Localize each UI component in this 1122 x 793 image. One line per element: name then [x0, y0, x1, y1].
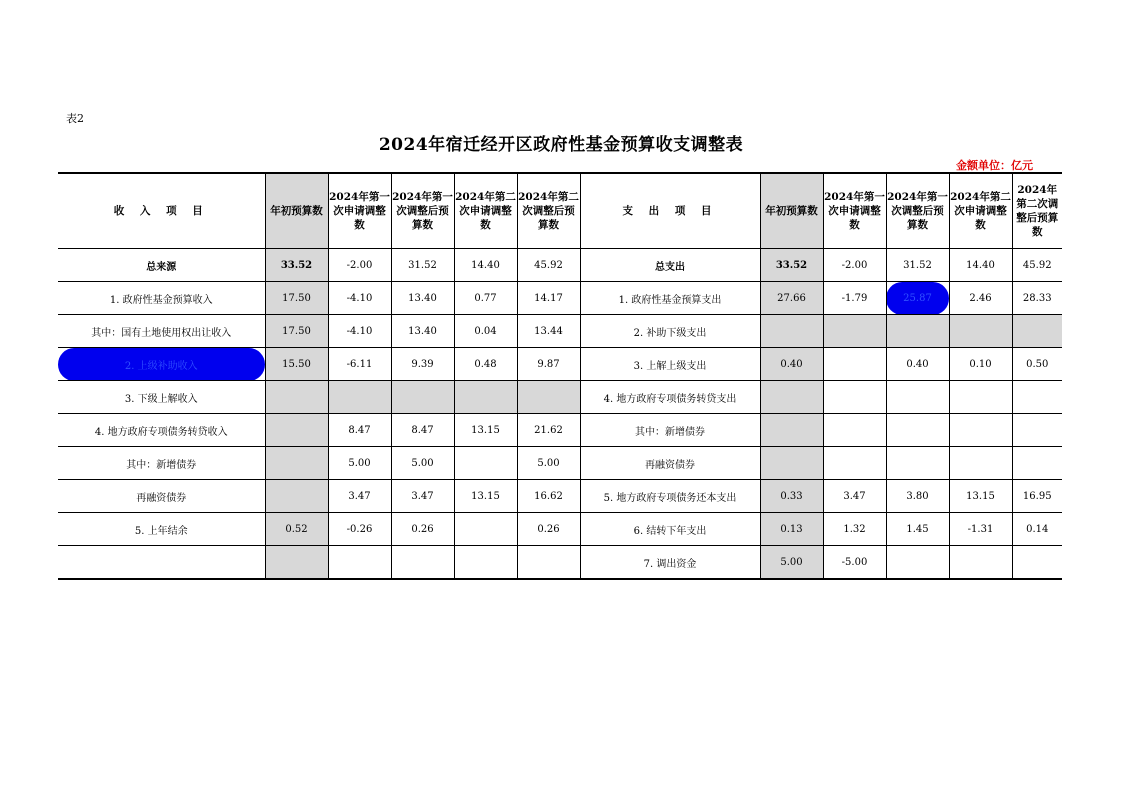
expense-value — [823, 315, 886, 348]
income-value — [517, 546, 580, 580]
income-value: 13.40 — [391, 282, 454, 315]
expense-label: 再融资债券 — [580, 447, 760, 480]
expense-value: 13.15 — [949, 480, 1012, 513]
expense-value: 0.13 — [760, 513, 823, 546]
expense-value — [949, 414, 1012, 447]
expense-value — [1012, 414, 1062, 447]
income-value: 14.40 — [454, 249, 517, 282]
expense-label: 3. 上解上级支出 — [580, 348, 760, 381]
income-value — [454, 546, 517, 580]
income-value — [265, 447, 328, 480]
income-value: 0.26 — [517, 513, 580, 546]
table-row — [58, 282, 1062, 315]
header-expense-adj2-request: 2024年第二次申请调整数 — [949, 173, 1012, 249]
expense-value: 45.92 — [1012, 249, 1062, 282]
expense-value — [949, 447, 1012, 480]
expense-value: -1.31 — [949, 513, 1012, 546]
expense-label: 2. 补助下级支出 — [580, 315, 760, 348]
expense-value — [949, 381, 1012, 414]
income-value: 3.47 — [328, 480, 391, 513]
header-expense-initial: 年初预算数 — [760, 173, 823, 249]
unit-label: 金额单位：亿元 — [956, 159, 1033, 172]
income-value: 14.17 — [517, 282, 580, 315]
expense-value: 0.50 — [1012, 348, 1062, 381]
expense-value — [949, 546, 1012, 580]
header-expense-item: 支 出 项 目 — [580, 173, 760, 249]
expense-value: 0.14 — [1012, 513, 1062, 546]
expense-value: 0.40 — [760, 348, 823, 381]
expense-value: 1.32 — [823, 513, 886, 546]
expense-value — [886, 414, 949, 447]
expense-value — [823, 447, 886, 480]
expense-value: 27.66 — [760, 282, 823, 315]
income-value: 13.44 — [517, 315, 580, 348]
table-row — [58, 546, 1062, 580]
income-value: -2.00 — [328, 249, 391, 282]
expense-value — [760, 315, 823, 348]
expense-value — [1012, 447, 1062, 480]
expense-value: -2.00 — [823, 249, 886, 282]
budget-adjustment-table — [58, 172, 1062, 580]
income-label-highlighted: 2. 上级补助收入 — [58, 348, 265, 381]
expense-value: 2.46 — [949, 282, 1012, 315]
income-value: -6.11 — [328, 348, 391, 381]
income-value: 13.15 — [454, 414, 517, 447]
expense-value — [886, 381, 949, 414]
income-label: 再融资债券 — [58, 480, 265, 513]
expense-value-highlighted: 25.87 — [886, 282, 949, 315]
expense-value: 1.45 — [886, 513, 949, 546]
income-label: 其中：新增债券 — [58, 447, 265, 480]
income-label — [58, 546, 265, 580]
page-title: 2024年宿迁经开区政府性基金预算收支调整表 — [378, 135, 744, 155]
income-value: 8.47 — [391, 414, 454, 447]
income-label: 4. 地方政府专项债务转贷收入 — [58, 414, 265, 447]
income-value — [265, 546, 328, 580]
table-row — [58, 315, 1062, 348]
header-expense-adj1-request: 2024年第一次申请调整数 — [823, 173, 886, 249]
income-value: 13.40 — [391, 315, 454, 348]
income-value: 0.52 — [265, 513, 328, 546]
expense-value: -5.00 — [823, 546, 886, 580]
expense-value — [886, 315, 949, 348]
header-income-item: 收 入 项 目 — [58, 173, 265, 249]
income-value — [454, 513, 517, 546]
table-row — [58, 249, 1062, 282]
header-income-adj2-budget: 2024年第二次调整后预算数 — [517, 173, 580, 249]
income-value: -4.10 — [328, 282, 391, 315]
income-value: 31.52 — [391, 249, 454, 282]
income-value: 3.47 — [391, 480, 454, 513]
expense-value: 16.95 — [1012, 480, 1062, 513]
header-expense-adj2-budget: 2024年第二次调整后预算数 — [1012, 173, 1062, 249]
expense-value — [1012, 381, 1062, 414]
table-row — [58, 414, 1062, 447]
income-value: 33.52 — [265, 249, 328, 282]
header-income-initial: 年初预算数 — [265, 173, 328, 249]
expense-value — [886, 447, 949, 480]
expense-label: 7. 调出资金 — [580, 546, 760, 580]
income-value: 8.47 — [328, 414, 391, 447]
income-value — [328, 381, 391, 414]
income-value — [454, 447, 517, 480]
expense-label: 6. 结转下年支出 — [580, 513, 760, 546]
income-value: 17.50 — [265, 282, 328, 315]
income-value — [391, 546, 454, 580]
income-value: 0.77 — [454, 282, 517, 315]
income-label: 其中：国有土地使用权出让收入 — [58, 315, 265, 348]
income-label: 3. 下级上解收入 — [58, 381, 265, 414]
header-income-adj1-request: 2024年第一次申请调整数 — [328, 173, 391, 249]
expense-label: 4. 地方政府专项债务转贷支出 — [580, 381, 760, 414]
income-value — [328, 546, 391, 580]
expense-value — [823, 381, 886, 414]
income-value: -0.26 — [328, 513, 391, 546]
expense-value — [760, 447, 823, 480]
table-row — [58, 480, 1062, 513]
expense-value — [1012, 546, 1062, 580]
income-value — [517, 381, 580, 414]
income-value: 0.26 — [391, 513, 454, 546]
income-value — [391, 381, 454, 414]
expense-value — [886, 546, 949, 580]
expense-value: 14.40 — [949, 249, 1012, 282]
header-income-adj1-budget: 2024年第一次调整后预算数 — [391, 173, 454, 249]
income-value — [265, 480, 328, 513]
income-value: 0.48 — [454, 348, 517, 381]
header-income-adj2-request: 2024年第二次申请调整数 — [454, 173, 517, 249]
income-value: 16.62 — [517, 480, 580, 513]
income-value: 5.00 — [391, 447, 454, 480]
header-expense-adj1-budget: 2024年第一次调整后预算数 — [886, 173, 949, 249]
expense-label: 5. 地方政府专项债务还本支出 — [580, 480, 760, 513]
expense-value: 33.52 — [760, 249, 823, 282]
income-label: 5. 上年结余 — [58, 513, 265, 546]
expense-value — [949, 315, 1012, 348]
income-value: 9.87 — [517, 348, 580, 381]
table-number: 表2 — [66, 112, 84, 125]
income-value — [454, 381, 517, 414]
income-label: 1. 政府性基金预算收入 — [58, 282, 265, 315]
expense-label: 1. 政府性基金预算支出 — [580, 282, 760, 315]
header-row — [58, 173, 1062, 249]
income-value: 0.04 — [454, 315, 517, 348]
income-value: 9.39 — [391, 348, 454, 381]
expense-value — [760, 414, 823, 447]
income-value: 17.50 — [265, 315, 328, 348]
expense-value: 0.10 — [949, 348, 1012, 381]
expense-value — [823, 414, 886, 447]
expense-value: 3.47 — [823, 480, 886, 513]
table-row — [58, 513, 1062, 546]
expense-label: 其中：新增债券 — [580, 414, 760, 447]
income-value — [265, 414, 328, 447]
table-row — [58, 447, 1062, 480]
expense-value — [823, 348, 886, 381]
expense-value: 0.33 — [760, 480, 823, 513]
table-row — [58, 381, 1062, 414]
income-value — [265, 381, 328, 414]
expense-value: -1.79 — [823, 282, 886, 315]
table-row — [58, 348, 1062, 381]
income-value: 5.00 — [328, 447, 391, 480]
income-value: 21.62 — [517, 414, 580, 447]
income-value: 15.50 — [265, 348, 328, 381]
income-value: 5.00 — [517, 447, 580, 480]
income-value: -4.10 — [328, 315, 391, 348]
expense-value: 28.33 — [1012, 282, 1062, 315]
expense-value: 3.80 — [886, 480, 949, 513]
income-value: 45.92 — [517, 249, 580, 282]
expense-value — [760, 381, 823, 414]
income-label: 总来源 — [58, 249, 265, 282]
income-value: 13.15 — [454, 480, 517, 513]
expense-value: 31.52 — [886, 249, 949, 282]
expense-value: 0.40 — [886, 348, 949, 381]
expense-label: 总支出 — [580, 249, 760, 282]
expense-value: 5.00 — [760, 546, 823, 580]
expense-value — [1012, 315, 1062, 348]
